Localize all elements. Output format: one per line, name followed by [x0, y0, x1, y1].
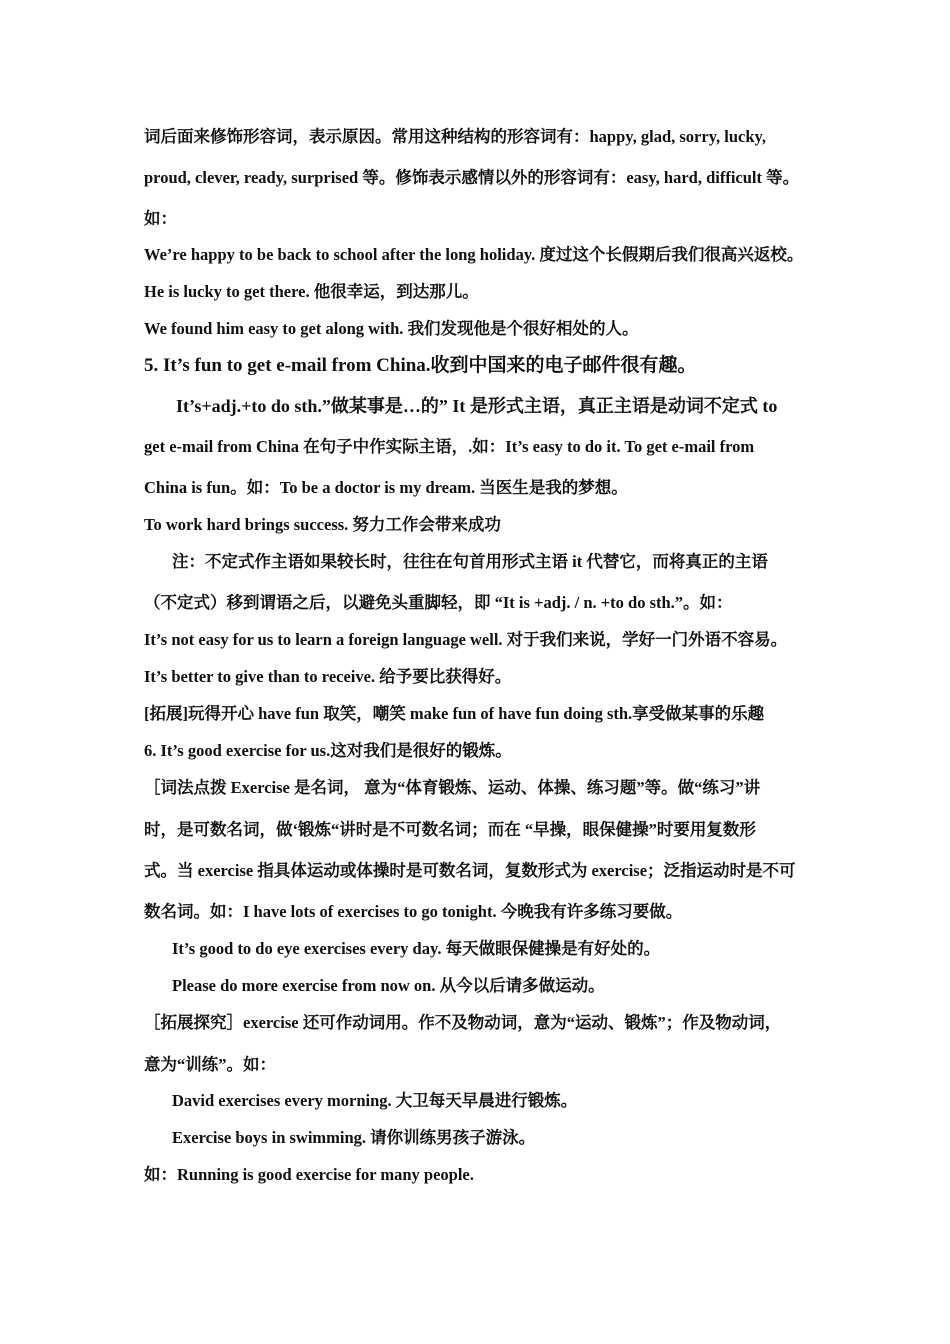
example-sentence: We found him easy to get along with. 我们发现他是个很好相处的人。: [144, 319, 639, 338]
text-line: 数名词。如：I have lots of exercises to go tonight. 今晚我有许多练习要做。: [144, 902, 683, 921]
text-line: get e-mail from China 在句子中作实际主语，.如：It’s easy to do it. To get e-mail from: [144, 437, 755, 456]
text-line: ［拓展探究］exercise 还可作动词用。作不及物动词，意为“运动、锻炼”；作及物动词，: [144, 1013, 782, 1032]
example-sentence: It’s better to give than to receive. 给予要比获得好。: [144, 667, 512, 686]
text-line: （不定式）移到谓语之后，以避免头重脚轻，即 “It is +adj. / n. +to do sth.”。如：: [144, 593, 733, 612]
note-line: 注：不定式作主语如果较长时，往往在句首用形式主语 it 代替它，而将真正的主语: [172, 552, 768, 571]
text-line: 时，是可数名词，做‘锻炼“讲时是不可数名词；而在 “早操，眼保健操”时要用复数形: [144, 820, 756, 839]
text-line: 式。当 exercise 指具体运动或体操时是可数名词，复数形式为 exercise；泛指运动时是不可: [144, 861, 796, 880]
text-line: It’s+adj.+to do sth.”做某事是…的” It 是形式主语，真正主语是动词不定式 to: [176, 396, 778, 416]
text-line: 意为“训练”。如：: [144, 1055, 276, 1074]
example-sentence: Please do more exercise from now on. 从今以后请多做运动。: [172, 976, 605, 995]
text-line: ［词法点拨 Exercise 是名词， 意为“体育锻炼、运动、体操、练习题”等。做“练习”讲: [144, 778, 761, 797]
example-sentence: We’re happy to be back to school after the long holiday. 度过这个长假期后我们很高兴返校。: [144, 245, 804, 264]
example-sentence: Exercise boys in swimming. 请你训练男孩子游泳。: [172, 1128, 536, 1147]
text-line: 如：: [144, 209, 177, 228]
example-sentence: It’s good to do eye exercises every day. 每天做眼保健操是有好处的。: [172, 939, 661, 958]
section-heading-5: 5. It’s fun to get e-mail from China.收到中国来的电子邮件很有趣。: [144, 355, 697, 376]
text-line: China is fun。如：To be a doctor is my dream. 当医生是我的梦想。: [144, 478, 628, 497]
example-sentence: It’s not easy for us to learn a foreign language well. 对于我们来说，学好一门外语不容易。: [144, 630, 788, 649]
section-heading-6: 6. It’s good exercise for us.这对我们是很好的锻炼。: [144, 741, 512, 760]
text-line: proud, clever, ready, surprised 等。修饰表示感情以外的形容词有：easy, hard, difficult 等。: [144, 168, 800, 187]
text-line: 词后面来修饰形容词，表示原因。常用这种结构的形容词有：happy, glad, sorry, lucky,: [144, 127, 767, 146]
extension-line: [拓展]玩得开心 have fun 取笑，嘲笑 make fun of have fun doing sth.享受做某事的乐趣: [144, 704, 765, 723]
example-sentence: To work hard brings success. 努力工作会带来成功: [144, 515, 501, 534]
example-sentence: He is lucky to get there. 他很幸运，到达那儿。: [144, 282, 479, 301]
example-sentence: David exercises every morning. 大卫每天早晨进行锻炼。: [172, 1091, 578, 1110]
example-sentence: 如：Running is good exercise for many people.: [144, 1165, 474, 1184]
